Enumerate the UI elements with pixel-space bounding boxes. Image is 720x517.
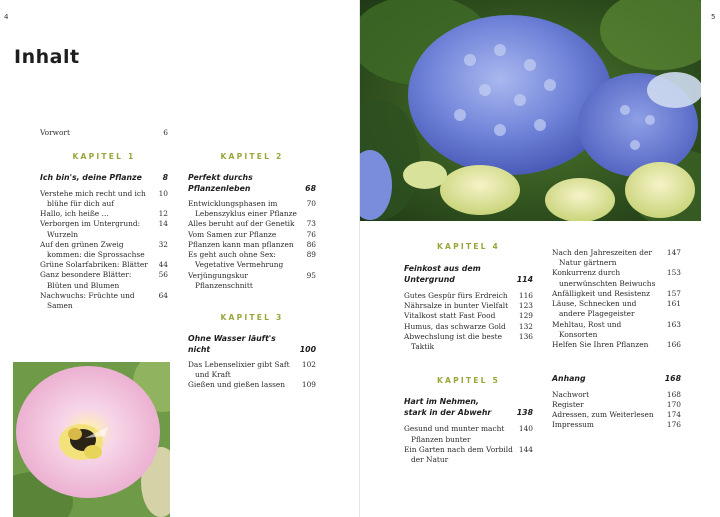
toc-entry-title: Verborgen im Untergrund: Wurzeln [40, 219, 141, 239]
toc-entry-title: Es geht auch ohne Sex: Vegetative Vermehrung [188, 250, 284, 270]
toc-entry-page: 95 [306, 270, 316, 280]
toc-entry-title: Entwicklungsphasen im Lebenszyklus einer Pflanze [188, 199, 297, 219]
toc-entry-page: 32 [158, 239, 168, 249]
toc-entry[interactable] [40, 219, 168, 239]
toc-entry[interactable] [404, 311, 533, 321]
toc-entry[interactable] [404, 424, 533, 444]
toc-entry[interactable] [552, 320, 681, 340]
toc-entry-title: Auf den grünen Zweig kommen: die Sprossachse [40, 239, 145, 260]
toc-entry[interactable] [40, 270, 168, 290]
toc-entry-page: 157 [666, 288, 681, 298]
hollyhock-illustration [13, 362, 170, 517]
toc-entry-page: 64 [158, 290, 168, 300]
toc-entry-title: Vitalkost statt Fast Food [404, 311, 496, 321]
toc-entry-title: Hallo, ich heiße … [40, 209, 109, 219]
toc-entry[interactable] [552, 410, 681, 420]
toc-list [552, 390, 681, 431]
toc-entry-page: 73 [306, 219, 316, 229]
toc-entry[interactable] [188, 380, 316, 390]
toc-entry-title: Impressum [552, 420, 594, 430]
toc-entry-page: 70 [306, 199, 316, 209]
toc-entry-title: Mehltau, Rost und Konsorten [552, 319, 622, 339]
toc-entry-page: 163 [666, 319, 681, 329]
toc-list [552, 248, 681, 350]
toc-entry[interactable] [188, 199, 316, 219]
hydrangea-photo [360, 0, 701, 221]
toc-entry-title: Grüne Solarfabriken: Blätter [40, 260, 148, 270]
page-number-right: 5 [711, 13, 716, 21]
toc-column-1 [40, 128, 168, 311]
toc-entry-title: Helfen Sie Ihren Pflanzen [552, 339, 649, 349]
toc-entry[interactable] [552, 390, 681, 400]
toc-entry[interactable] [552, 268, 681, 288]
toc-entry-page: 153 [666, 268, 681, 278]
toc-entry-vorwort[interactable]: Vorwort 6 [40, 128, 168, 137]
toc-entry-page: 170 [666, 399, 681, 409]
toc-entry[interactable] [552, 289, 681, 299]
toc-entry-title: Humus, das schwarze Gold [404, 321, 506, 331]
toc-entry-title: Anfälligkeit und Resistenz [552, 288, 651, 298]
toc-entry[interactable] [40, 209, 168, 219]
toc-entry[interactable] [188, 250, 316, 270]
toc-entry[interactable] [552, 248, 681, 268]
toc-entry[interactable] [40, 189, 168, 209]
toc-entry[interactable] [552, 400, 681, 410]
toc-entry-page: 174 [666, 410, 681, 420]
toc-entry[interactable] [40, 240, 168, 260]
toc-list [404, 424, 533, 465]
toc-entry[interactable] [404, 332, 533, 352]
toc-column-4 [552, 248, 681, 431]
toc-entry-page: 44 [158, 260, 168, 270]
toc-entry-title: Verstehe mich recht und ich blühe für dich auf [40, 188, 146, 208]
toc-entry-title: Alles beruht auf der Genetik [188, 219, 295, 229]
toc-entry-page: 109 [301, 380, 316, 390]
section-heading[interactable]: Ohne Wasser läuft's nicht 100 [188, 334, 316, 354]
toc-list [188, 360, 316, 391]
flower-bee-photo [13, 362, 170, 517]
toc-entry[interactable] [404, 291, 533, 301]
toc-entry-page: 56 [158, 270, 168, 280]
toc-entry-title: Nährsalze in bunter Vielfalt [404, 301, 509, 311]
toc-entry-page: 123 [518, 301, 533, 311]
toc-entry-page: 89 [306, 250, 316, 260]
section-heading-anhang[interactable]: Anhang 168 [552, 374, 681, 384]
toc-entry-title: Ganz besondere Blätter: Blüten und Blumen [40, 270, 132, 290]
toc-entry[interactable] [552, 299, 681, 319]
hydrangea-illustration [360, 0, 701, 221]
section-heading[interactable]: Feinkost aus dem Untergrund 114 [404, 264, 533, 284]
toc-entry-title: Gutes Gespür fürs Erdreich [404, 291, 508, 301]
toc-entry-page: 102 [301, 360, 316, 370]
toc-entry-page: 168 [666, 389, 681, 399]
toc-entry-page: 147 [666, 248, 681, 257]
section-heading[interactable]: Hart im Nehmen, stark in der Abwehr 138 [404, 397, 533, 417]
toc-entry-title: Register [552, 399, 584, 409]
toc-entry-page: 10 [158, 188, 168, 198]
toc-entry-page: 86 [306, 239, 316, 249]
toc-column-2 [188, 152, 316, 391]
toc-entry-title: Vom Samen zur Pflanze [188, 229, 277, 239]
page-number-left: 4 [4, 13, 9, 21]
chapter-heading: KAPITEL 5 [436, 376, 501, 386]
toc-entry-title: Gießen und gießen lassen [188, 380, 286, 390]
toc-entry[interactable] [188, 271, 316, 291]
toc-entry-title: Nachwort [552, 389, 590, 399]
toc-entry-title: Konkurrenz durch unerwünschten Beiwuchs [552, 268, 656, 288]
toc-entry[interactable] [188, 360, 316, 380]
toc-entry[interactable] [188, 219, 316, 229]
toc-entry-title: Das Lebenselixier gibt Saft und Kraft [188, 360, 290, 380]
toc-list [404, 291, 533, 352]
toc-list [188, 199, 316, 291]
chapter-heading: KAPITEL 3 [220, 313, 284, 322]
section-heading[interactable]: Ich bin's, deine Pflanze 8 [40, 173, 168, 183]
toc-entry-page: 140 [518, 424, 533, 434]
toc-entry[interactable] [188, 240, 316, 250]
toc-entry-title: Pflanzen kann man pflanzen [188, 239, 294, 249]
toc-entry[interactable] [40, 260, 168, 270]
toc-entry-page: 166 [666, 339, 681, 349]
toc-entry-page: 129 [518, 311, 533, 321]
toc-entry-title: Nach den Jahreszeiten der Natur gärtnern [552, 248, 652, 268]
toc-entry-title: Adressen, zum Weiterlesen [552, 410, 654, 420]
toc-entry-title: Gesund und munter macht Pflanzen bunter [404, 424, 505, 444]
toc-entry[interactable] [404, 322, 533, 332]
toc-entry-page: 14 [158, 219, 168, 229]
toc-entry[interactable] [404, 445, 533, 465]
toc-entry-page: 132 [518, 321, 533, 331]
toc-entry-title: Läuse, Schnecken und andere Plagegeister [552, 299, 637, 319]
toc-entry-page: 76 [306, 229, 316, 239]
toc-entry[interactable] [188, 230, 316, 240]
toc-entry[interactable] [552, 340, 681, 350]
toc-entry-page: 161 [666, 299, 681, 309]
toc-entry-title: Nachwuchs: Früchte und Samen [40, 290, 135, 311]
chapter-heading: KAPITEL 1 [72, 152, 136, 162]
toc-entry-title: Ein Garten nach dem Vorbild der Natur [404, 444, 513, 465]
toc-entry-page: 116 [518, 291, 533, 301]
toc-entry-page: 176 [666, 420, 681, 430]
page-title: Inhalt [14, 46, 80, 68]
toc-column-3 [404, 242, 533, 465]
chapter-heading: KAPITEL 4 [436, 242, 501, 251]
toc-entry-page: 136 [518, 331, 533, 341]
toc-list [40, 189, 168, 312]
toc-entry[interactable] [40, 291, 168, 311]
toc-entry-title: Abwechslung ist die beste Taktik [404, 331, 502, 352]
toc-entry[interactable] [404, 301, 533, 311]
toc-entry-page: 144 [518, 444, 533, 454]
toc-entry[interactable] [552, 420, 681, 430]
section-heading[interactable]: Perfekt durchs Pflanzenleben 68 [188, 173, 316, 193]
chapter-heading: KAPITEL 2 [220, 152, 284, 161]
toc-entry-page: 12 [158, 209, 168, 219]
toc-entry-title: Verjüngungskur Pflanzenschnitt [188, 270, 253, 290]
